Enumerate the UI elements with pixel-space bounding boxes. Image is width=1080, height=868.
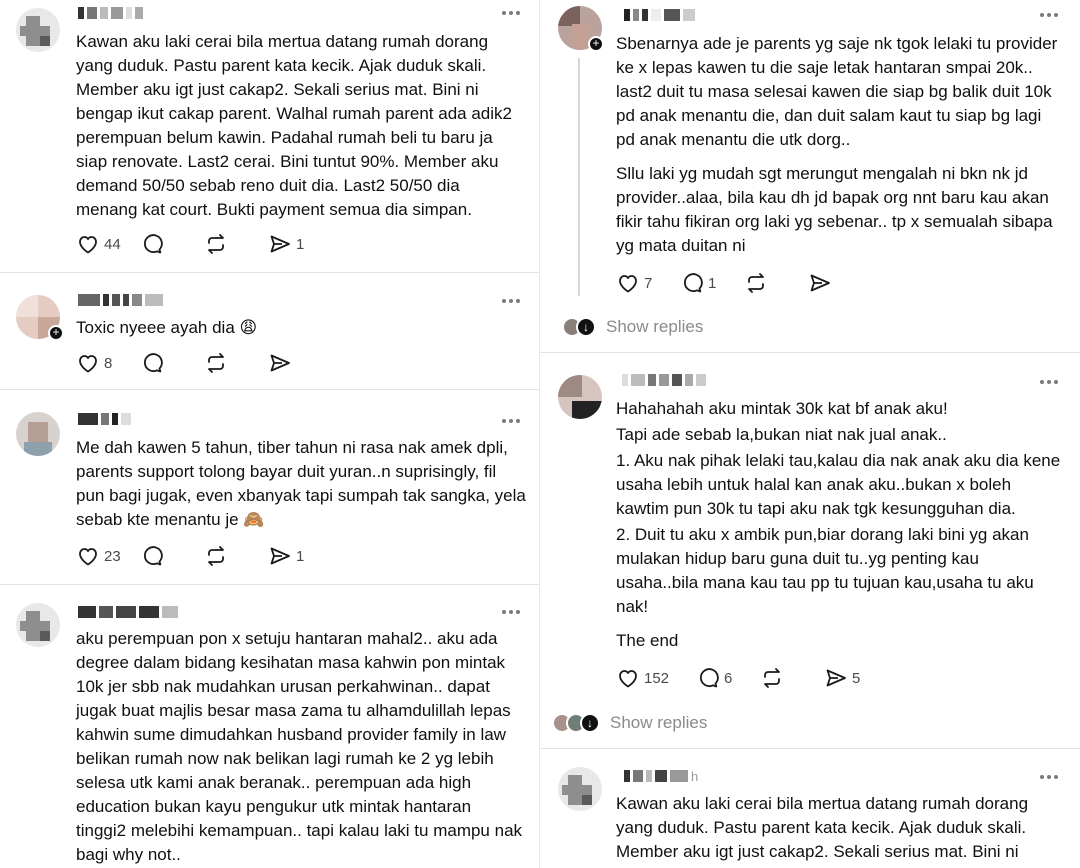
action-bar [76,350,332,376]
like-count: 7 [644,274,653,292]
heart-icon [616,666,640,690]
like-count: 44 [104,235,121,253]
comment-icon [680,271,704,295]
follow-plus-icon[interactable]: + [48,325,64,341]
more-icon[interactable] [1040,11,1062,19]
more-icon[interactable] [502,9,524,17]
reply-button[interactable] [140,350,204,376]
like-button[interactable] [616,665,696,691]
heart-icon [76,544,100,568]
more-icon[interactable] [1040,378,1062,386]
more-icon[interactable] [502,297,524,305]
share-icon [268,544,292,568]
comment-icon [140,351,164,375]
share-icon [268,351,292,375]
comment-icon [140,544,164,568]
repost-button[interactable] [744,270,808,296]
share-icon [268,232,292,256]
post-text-line: Tapi ade sebab la,bukan niat nak jual anak.. [616,425,947,444]
avatar[interactable] [16,603,60,647]
like-button[interactable] [76,231,140,257]
show-replies-label: Show replies [606,317,704,336]
action-bar [76,231,332,257]
post-text-line: Hahahahah aku mintak 30k kat bf anak aku! [616,399,948,418]
reply-button[interactable] [680,270,744,296]
post-card[interactable] [0,585,540,868]
share-count: 1 [296,235,305,253]
share-button[interactable] [808,270,872,296]
repost-icon [744,271,768,295]
reply-button[interactable] [696,665,760,691]
username-suffix: h [691,768,699,784]
repost-icon [204,351,228,375]
like-count: 8 [104,354,113,372]
username-blurred[interactable] [624,8,695,22]
reply-button[interactable] [140,543,204,569]
more-icon[interactable] [1040,773,1062,781]
heart-icon [76,351,100,375]
more-icon[interactable] [502,608,524,616]
action-bar [616,665,888,691]
post-text: Kawan aku laki cerai bila mertua datang rumah dorang yang duduk. Pastu parent kata kecik. Ajak duduk skali. Member aku igt just cakap2. Sekali serius mat. Bini ni bengap ikut cakap parent. Walhal rumah parent ada adik2 perempuan belum kawin. Padahal rumah beli tu baru ja siap renovate. Last2 cerai. Bini tuntut 90%. Member aku demand 50/50 sebab reno duit dia. Last2 50/50 dia menang kat court. Bukti payment semua dia simpan. [76,32,512,219]
reply-count: 6 [724,669,733,687]
username-blurred[interactable] [78,605,178,619]
share-count: 5 [852,669,861,687]
arrow-down-icon: ↓ [576,317,596,337]
avatar[interactable] [558,375,602,419]
post-text-paragraph: Sllu laki yg mudah sgt merungut mengalah ni bkn nk jd provider..alaa, bila kau dh jd bapak org nnt baru kau akan fikir tahu fikiran org laki yg sebenar.. tp x semualah sibapa yg mata duitan ni [616,164,1053,255]
post-card[interactable] [540,353,1080,748]
share-count: 1 [296,547,305,565]
heart-icon [76,232,100,256]
post-card[interactable] [0,273,540,389]
more-icon[interactable] [502,417,524,425]
comment-icon [696,666,720,690]
post-text-ending: The end [616,631,679,650]
username-blurred[interactable] [622,373,706,387]
avatar[interactable] [558,767,602,811]
heart-icon [616,271,640,295]
repost-icon [760,666,784,690]
post-text: Kawan aku laki cerai bila mertua datang rumah dorang yang duduk. Pastu parent kata kecik. Ajak duduk skali. Member aku igt just cakap2. Sekali serius mat. Bini ni [616,794,1029,861]
show-replies-link[interactable] [552,711,707,735]
share-icon [808,271,832,295]
post-card[interactable] [0,0,540,272]
like-count: 152 [644,669,670,687]
arrow-down-icon: ↓ [580,713,600,733]
share-button[interactable] [824,665,888,691]
post-text: Toxic nyeee ayah dia 😩 [76,318,258,337]
username-blurred[interactable] [624,769,698,783]
post-text-paragraph: Sbenarnya ade je parents yg saje nk tgok lelaki tu provider ke x lepas kawen tu die saje letak hantaran smpai 20k.. last2 duit tu masa selesai kawen die siap bg balik duit 10k pd anak menantu die, dan duit salam kaut tu siap bg lagi pd anak menantu die utk dorg.. [616,34,1058,149]
share-button[interactable] [268,350,332,376]
repost-icon [204,232,228,256]
repost-button[interactable] [760,665,824,691]
post-text-point: 2. Duit tu aku x ambik pun,biar dorang laki bini yg akan mulakan hidup baru guna duit tu..yg penting kau usaha..bila mana kau tau pp tu tujuan kau,usaha tu aku nak! [616,525,1034,616]
post-text-point: 1. Aku nak pihak lelaki tau,kalau dia nak anak aku dia kene usaha lebih untuk halal kan anak aku..bukan x boleh kawtim pun 30k tu tapi aku nak tgk kesungguhan dia. [616,451,1061,518]
avatar[interactable] [16,8,60,52]
avatar[interactable] [16,412,60,456]
repost-button[interactable] [204,231,268,257]
post-card[interactable] [540,0,1080,352]
share-button[interactable] [268,231,332,257]
share-icon [824,666,848,690]
like-button[interactable] [76,543,140,569]
like-count: 23 [104,547,121,565]
repost-button[interactable] [204,350,268,376]
post-card[interactable] [0,390,540,584]
post-text: aku perempuan pon x setuju hantaran mahal2.. aku ada degree dalam bidang kesihatan masa kahwin pon mintak 10k jer sbb nak mudahkan urusan perkahwinan.. dapat jugak buat majlis besar masa zama tu alhamdulillah lepas kahwin sume dimudahkan husband provider family in law belikan rumah now nak belikan lagi rumah ke 2 yg lebih selesa utk kami anak beranak.. perempuan ada high education bukan kayu pengukur utk mintak hantaran tinggi2 melebihi kemampuan.. tapi kalau laki tu mampu nak bagi why not.. [76,629,523,864]
username-blurred[interactable] [78,412,131,426]
action-bar [76,543,332,569]
show-replies-label: Show replies [610,713,708,732]
show-replies-link[interactable] [562,315,703,339]
like-button[interactable] [76,350,140,376]
reply-button[interactable] [140,231,204,257]
like-button[interactable] [616,270,680,296]
reply-count: 1 [708,274,717,292]
post-card[interactable] [540,749,1080,868]
action-bar [616,270,872,296]
share-button[interactable] [268,543,332,569]
username-blurred[interactable] [78,293,163,307]
comment-icon [140,232,164,256]
username-blurred[interactable] [78,6,143,20]
repost-icon [204,544,228,568]
post-text: Me dah kawen 5 tahun, tiber tahun ni rasa nak amek dpli, parents support tolong bayar duit yuran..n suprisingly, fil pun bagi jugak, even xbanyak tapi sumpah tak sangka, yela sebab kte menantu je 🙈 [76,438,526,529]
right-feed-column [540,0,1080,868]
thread-line [578,58,580,296]
follow-plus-icon[interactable]: + [588,36,604,52]
repost-button[interactable] [204,543,268,569]
